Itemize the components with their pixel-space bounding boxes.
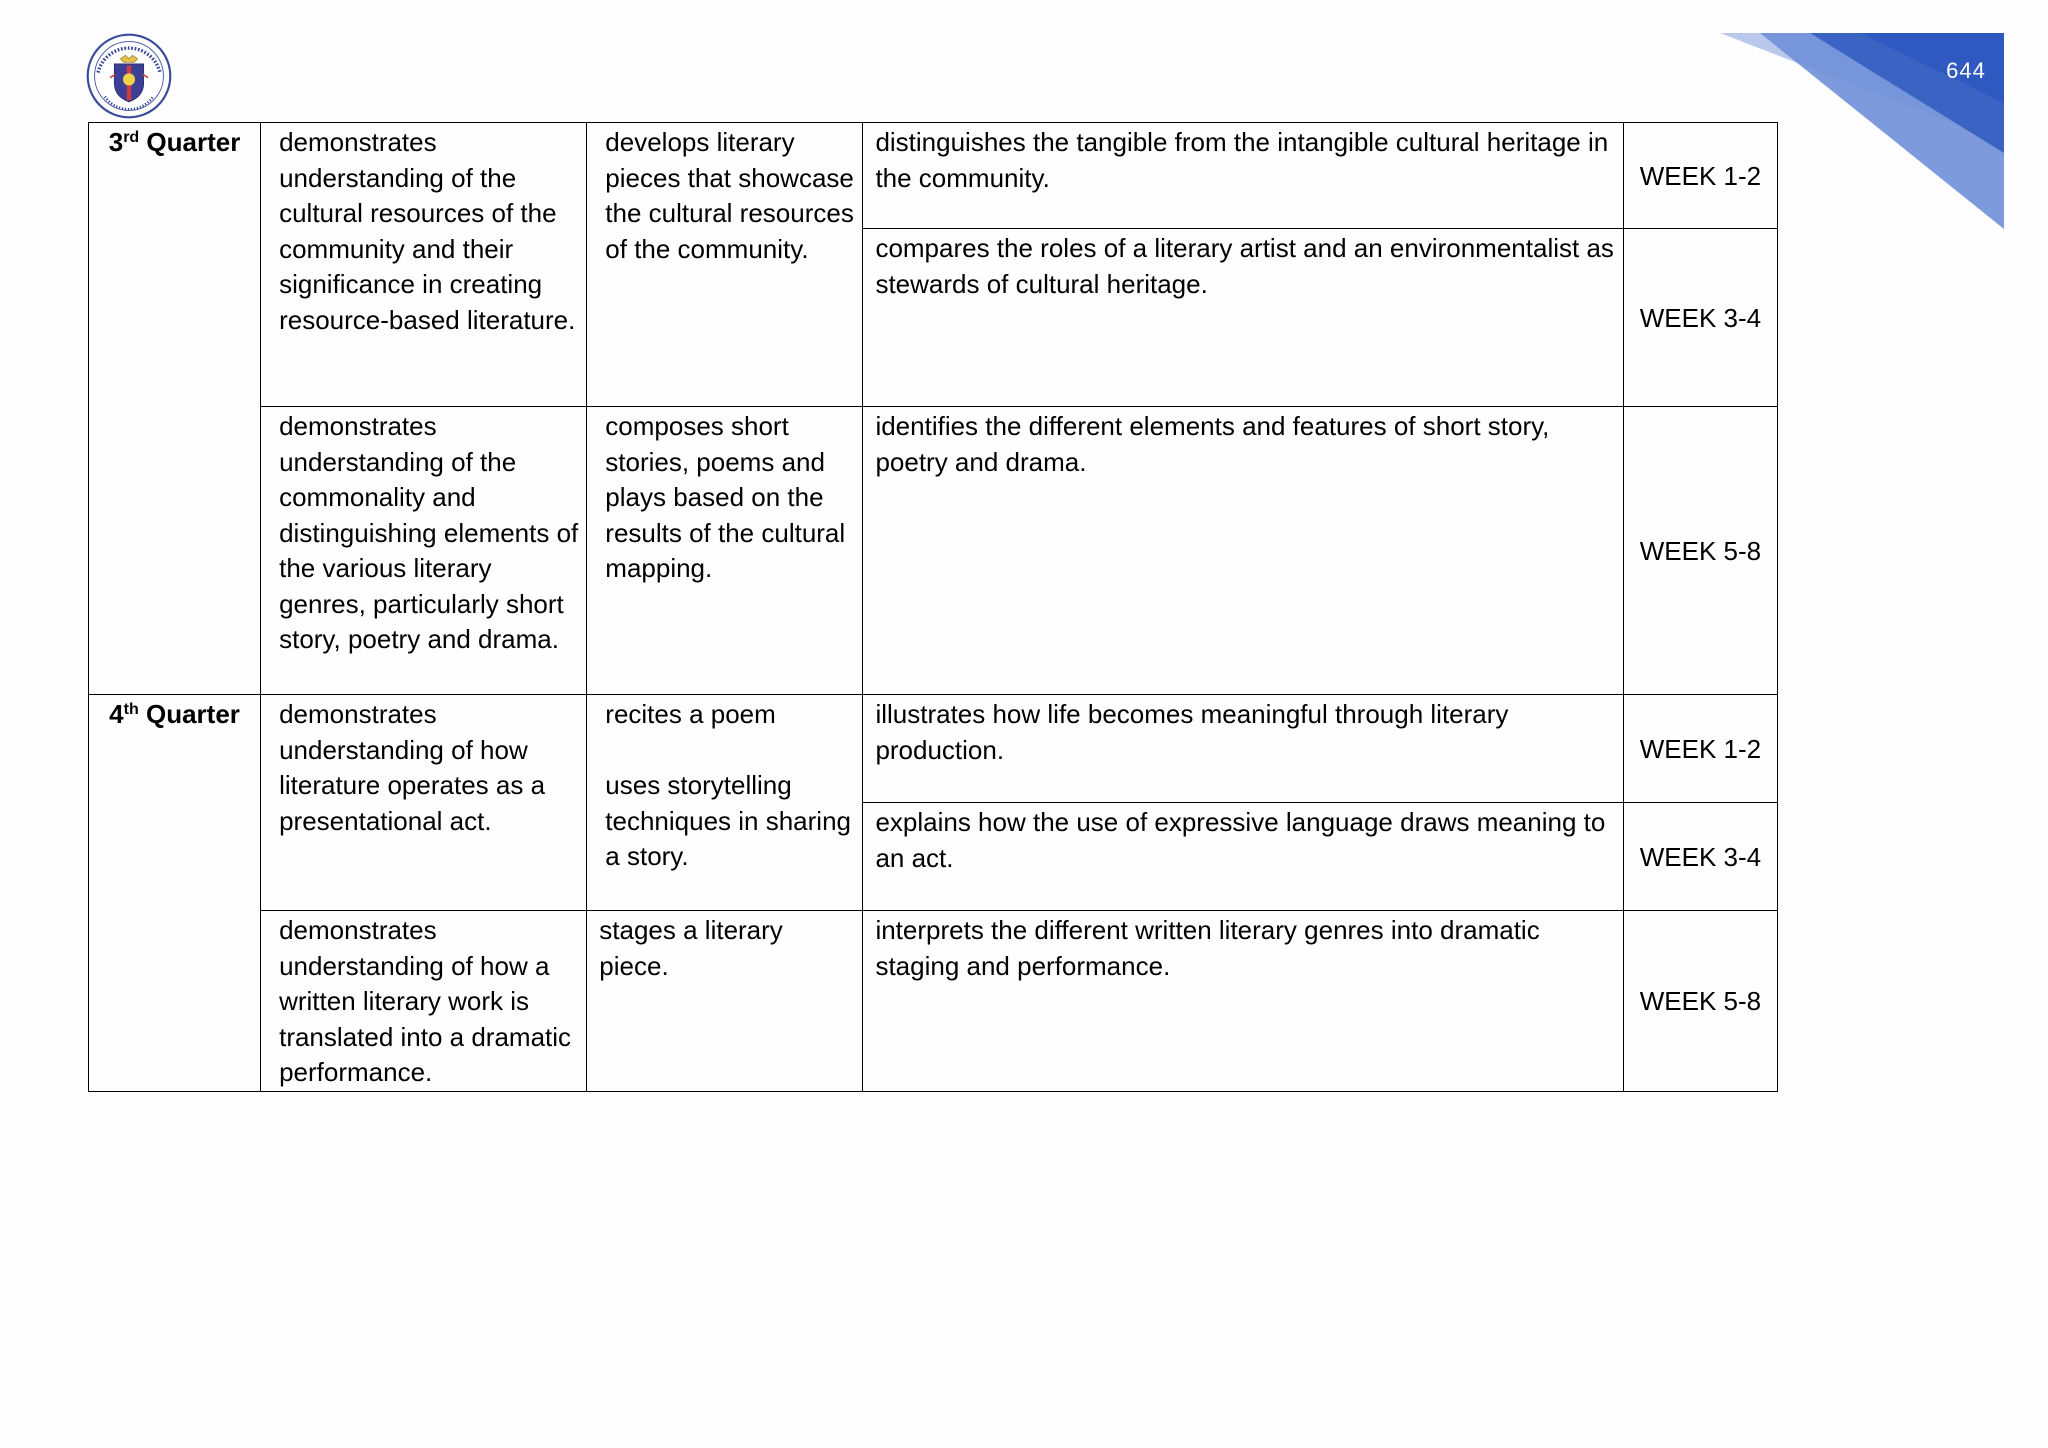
page-number: 644 bbox=[1946, 58, 1986, 83]
content-standard: demonstrates understanding of how literature operates as a presentational act. bbox=[261, 695, 587, 911]
week-label: WEEK 5-8 bbox=[1623, 407, 1777, 695]
table-row bbox=[89, 911, 1778, 1092]
table-row bbox=[89, 695, 1778, 803]
table-row bbox=[89, 407, 1778, 695]
week-label: WEEK 1-2 bbox=[1623, 695, 1777, 803]
quarter-label-3rd: 3rd Quarter bbox=[89, 123, 261, 695]
learning-competency: explains how the use of expressive language draws meaning to an act. bbox=[863, 803, 1623, 911]
learning-competency: identifies the different elements and features of short story, poetry and drama. bbox=[863, 407, 1623, 695]
learning-competency: compares the roles of a literary artist and an environmentalist as stewards of cultural heritage. bbox=[863, 229, 1623, 407]
curriculum-table bbox=[88, 122, 1778, 1092]
week-label: WEEK 3-4 bbox=[1623, 803, 1777, 911]
week-label: WEEK 5-8 bbox=[1623, 911, 1777, 1092]
content-standard: demonstrates understanding of the cultural resources of the community and their significance in creating resource-based literature. bbox=[261, 123, 587, 407]
performance-standard: develops literary pieces that showcase the cultural resources of the community. bbox=[587, 123, 863, 407]
deped-seal-logo bbox=[86, 33, 172, 119]
quarter-label-4th: 4th Quarter bbox=[89, 695, 261, 1092]
performance-standard: stages a literary piece. bbox=[587, 911, 863, 1092]
content-standard: demonstrates understanding of the commonality and distinguishing elements of the various literary genres, particularly short story, poetry and drama. bbox=[261, 407, 587, 695]
table-row bbox=[89, 123, 1778, 229]
performance-standard-item: recites a poem bbox=[605, 699, 776, 729]
week-label: WEEK 1-2 bbox=[1623, 123, 1777, 229]
learning-competency: distinguishes the tangible from the intangible cultural heritage in the community. bbox=[863, 123, 1623, 229]
week-label: WEEK 3-4 bbox=[1623, 229, 1777, 407]
content-standard: demonstrates understanding of how a written literary work is translated into a dramatic performance. bbox=[261, 911, 587, 1092]
learning-competency: interprets the different written literary genres into dramatic staging and performance. bbox=[863, 911, 1623, 1092]
learning-competency: illustrates how life becomes meaningful through literary production. bbox=[863, 695, 1623, 803]
performance-standard-item: uses storytelling techniques in sharing a story. bbox=[605, 770, 851, 871]
performance-standard bbox=[587, 695, 863, 911]
performance-standard: composes short stories, poems and plays based on the results of the cultural mapping. bbox=[587, 407, 863, 695]
